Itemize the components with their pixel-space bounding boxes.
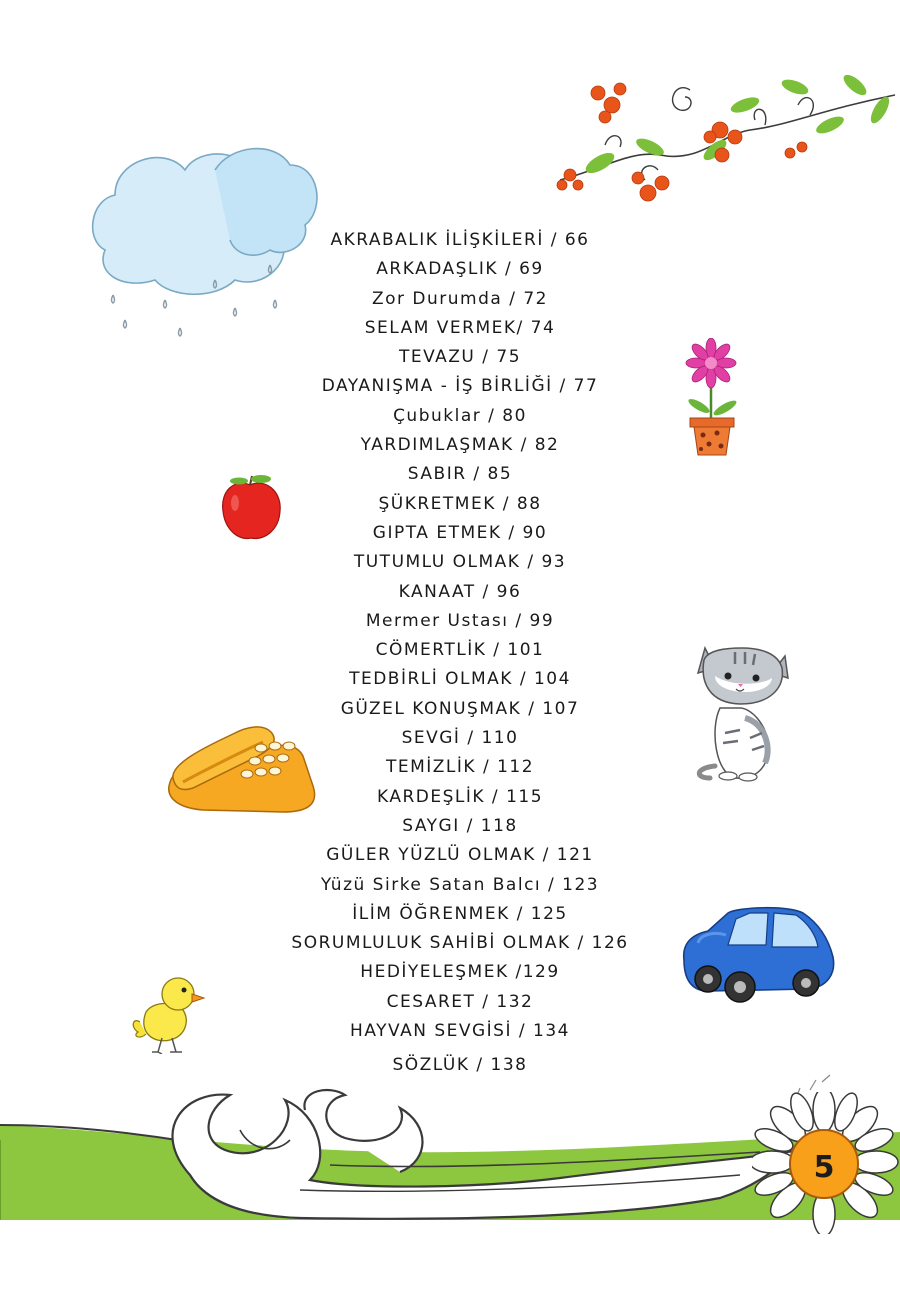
toc-item[interactable]: SABIR / 85: [407, 464, 513, 485]
toc-item[interactable]: HEDİYELEŞMEK /129: [360, 962, 560, 983]
toc-item[interactable]: Yüzü Sirke Satan Balcı / 123: [320, 874, 600, 895]
toc-item[interactable]: TEVAZU / 75: [398, 347, 522, 368]
toc-item[interactable]: ŞÜKRETMEK / 88: [378, 493, 542, 514]
toc-item[interactable]: AKRABALIK İLİŞKİLERİ / 66: [330, 230, 590, 250]
toc-item[interactable]: KARDEŞLİK / 115: [376, 786, 544, 807]
toc-item[interactable]: SELAM VERMEK/ 74: [364, 317, 556, 338]
toc-item[interactable]: CESARET / 132: [386, 991, 534, 1012]
toc-item[interactable]: ARKADAŞLIK / 69: [376, 259, 544, 280]
table-of-contents: [0, 226, 900, 1081]
toc-item[interactable]: GÜLER YÜZLÜ OLMAK / 121: [326, 845, 594, 866]
toc-item[interactable]: CÖMERTLİK / 101: [375, 640, 545, 661]
toc-item[interactable]: SAYGI / 118: [402, 815, 518, 836]
toc-item[interactable]: TUTUMLU OLMAK / 93: [353, 552, 567, 573]
toc-item[interactable]: Mermer Ustası / 99: [365, 610, 555, 631]
toc-item[interactable]: TEMİZLİK / 112: [385, 757, 535, 778]
toc-item[interactable]: SORUMLULUK SAHİBİ OLMAK / 126: [291, 933, 629, 954]
toc-item[interactable]: GÜZEL KONUŞMAK / 107: [340, 698, 580, 719]
toc-item[interactable]: İLİM ÖĞRENMEK / 125: [352, 903, 568, 924]
toc-item[interactable]: Çubuklar / 80: [393, 405, 527, 426]
toc-item[interactable]: SÖZLÜK / 138: [392, 1055, 528, 1076]
flower-vine-icon: [550, 75, 900, 210]
toc-item[interactable]: TEDBİRLİ OLMAK / 104: [349, 669, 571, 690]
toc-item[interactable]: DAYANIŞMA - İŞ BİRLİĞİ / 77: [321, 376, 599, 397]
toc-item[interactable]: Zor Durumda / 72: [371, 288, 548, 309]
toc-item[interactable]: SEVGİ / 110: [401, 728, 519, 749]
toc-item[interactable]: KANAAT / 96: [398, 581, 522, 602]
toc-item[interactable]: GIPTA ETMEK / 90: [372, 522, 548, 543]
toc-item[interactable]: YARDIMLAŞMAK / 82: [360, 435, 560, 456]
page-number: 5: [813, 1150, 835, 1185]
toc-item[interactable]: HAYVAN SEVGİSİ / 134: [350, 1021, 570, 1042]
